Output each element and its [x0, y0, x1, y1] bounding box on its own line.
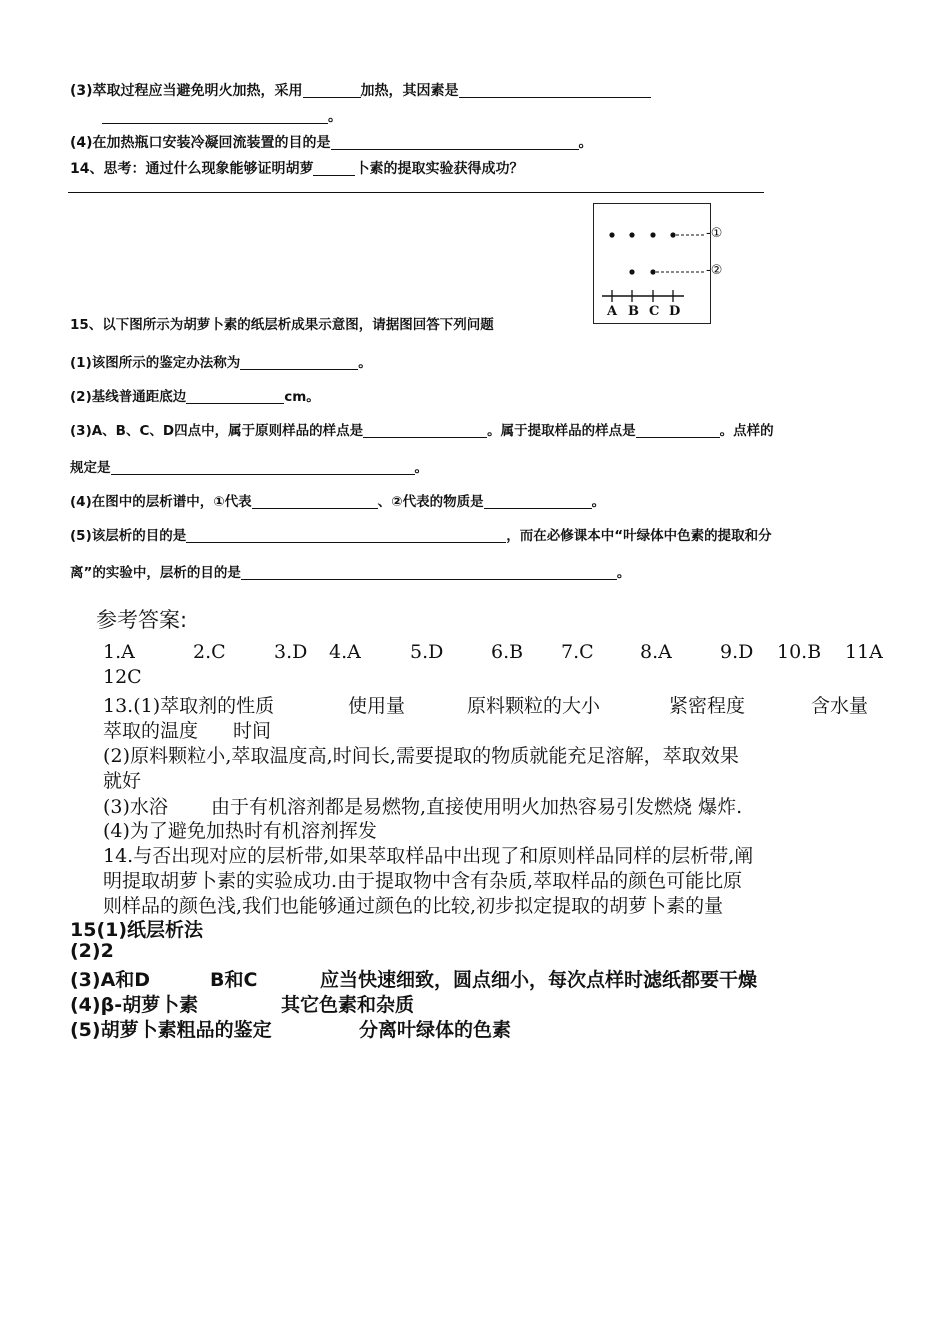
diagram-label-d: D	[669, 304, 681, 319]
answer-15-3-a: (3)A和D	[70, 969, 151, 991]
q15-2-text: (2)基线普通距底边	[70, 389, 187, 405]
q15-3-text-c: 。点样的	[719, 423, 774, 439]
q15-5-line1	[70, 524, 772, 544]
answers-mc-row	[103, 641, 893, 667]
spot-b-low	[630, 270, 635, 275]
q15-5-end: 。	[616, 565, 631, 581]
q13-3-blank-2[interactable]	[459, 83, 651, 98]
answer-13-1-row2	[103, 716, 503, 742]
q14-line	[70, 158, 523, 178]
q15-1-blank[interactable]	[240, 355, 358, 370]
spot-a-top	[610, 233, 615, 238]
q15-5-blank-2[interactable]	[241, 565, 617, 580]
q15-3-text-b: 。属于提取样品的样点是	[487, 423, 636, 439]
q15-2-end: cm。	[284, 389, 320, 405]
q15-4-blank-2[interactable]	[484, 494, 592, 509]
q15-5-text-b: ，而在必修课本中“叶绿体中色素的提取和分	[506, 528, 772, 544]
q13-4-end: 。	[578, 135, 593, 151]
diagram-label-a: A	[607, 304, 618, 319]
answer-mc-12: 12C	[103, 666, 142, 688]
answer-mc-11: 11A	[845, 641, 883, 663]
answer-15-2: (2)2	[70, 940, 114, 962]
answer-13-1-a: 13.(1)萃取剂的性质	[103, 695, 275, 717]
q13-3-end: 。	[328, 109, 342, 125]
q15-4-blank-1[interactable]	[252, 494, 378, 509]
answer-15-4-a: (4)β-胡萝卜素	[70, 994, 199, 1016]
q13-4-line	[70, 132, 593, 152]
q15-3-line2-text: 规定是	[70, 460, 111, 476]
q15-2-blank[interactable]	[186, 389, 284, 404]
q15-4-end: 。	[591, 494, 606, 510]
q15-4-text-a: (4)在图中的层析谱中，①代表	[70, 494, 252, 510]
answer-13-1-f: 萃取的温度	[103, 720, 199, 742]
answer-13-1-b: 使用量	[348, 695, 406, 717]
answer-mc-1: 1.A	[103, 641, 135, 663]
answer-13-1-row	[103, 691, 893, 717]
q15-3-end: 。	[414, 460, 428, 476]
diagram-label-c: C	[649, 304, 660, 319]
q13-3-line2	[102, 106, 342, 126]
diagram-label-b: B	[628, 304, 639, 319]
q15-3-blank-2[interactable]	[636, 423, 720, 438]
answer-mc-9: 9.D	[720, 641, 754, 663]
q15-4-text-b: 、②代表的物质是	[377, 494, 484, 510]
answer-mc-10: 10.B	[777, 641, 822, 663]
spot-c-top	[651, 233, 656, 238]
answer-mc-6: 6.B	[491, 641, 524, 663]
q14-answer-line[interactable]	[68, 192, 764, 193]
q15-3-text-a: (3)A、B、C、D四点中，属于原则样品的样点是	[70, 423, 364, 439]
answer-15-5-a: (5)胡萝卜素粗品的鉴定	[70, 1019, 272, 1041]
spot-b-top	[630, 233, 635, 238]
q13-3-blank-3[interactable]	[102, 109, 328, 124]
chromatography-diagram	[593, 203, 723, 324]
answer-14-line1: 14.与否出现对应的层析带,如果萃取样品中出现了和原则样品同样的层析带,阐	[103, 845, 754, 867]
answer-mc-7: 7.C	[561, 641, 594, 663]
marker-2-label: -②	[706, 263, 723, 278]
q13-4-text: (4)在加热瓶口安装冷凝回流装置的目的是	[70, 135, 331, 151]
answer-15-1: 15(1)纸层析法	[70, 919, 204, 941]
answer-15-3-b: B和C	[210, 969, 258, 991]
answer-13-1-e: 含水量	[811, 695, 869, 717]
answer-mc-2: 2.C	[193, 641, 226, 663]
answer-15-3-row	[70, 965, 890, 991]
answer-13-2-line1: (2)原料颗粒小,萃取温度高,时间长,需要提取的物质就能充足溶解，萃取效果	[103, 745, 739, 767]
answer-13-3-b: 由于有机溶剂都是易燃物,直接使用明火加热容易引发燃烧 爆炸.	[211, 796, 743, 818]
q14-text-b: 卜素的提取实验获得成功？	[355, 161, 524, 177]
q15-5-line2-text: 离”的实验中，层析的目的是	[70, 565, 241, 581]
answer-15-4-row	[70, 990, 670, 1016]
q15-1-line	[70, 351, 372, 371]
answer-15-3-c: 应当快速细致，圆点细小，每次点样时滤纸都要干燥	[320, 969, 758, 991]
q15-intro: 15、以下图所示为胡萝卜素的纸层析成果示意图，请据图回答下列问题	[70, 317, 494, 333]
answer-mc-5: 5.D	[410, 641, 444, 663]
q15-3-line1	[70, 419, 774, 439]
q13-3-line1	[70, 80, 651, 100]
answer-14-line3: 则样品的颜色浅,我们也能够通过颜色的比较,初步拟定提取的胡萝卜素的量	[103, 895, 724, 917]
answer-mc-3: 3.D	[274, 641, 308, 663]
q14-text-a: 14、思考：通过什么现象能够证明胡萝	[70, 161, 314, 177]
q15-5-blank-1[interactable]	[186, 528, 506, 543]
q14-inline-blank[interactable]	[313, 161, 355, 176]
answer-14-line2: 明提取胡萝卜素的实验成功.由于提取物中含有杂质,萃取样品的颜色可能比原	[103, 870, 743, 892]
answer-15-5-b: 分离叶绿体的色素	[359, 1019, 512, 1041]
q15-1-text: (1)该图所示的鉴定办法称为	[70, 355, 241, 371]
q13-3-blank-1[interactable]	[303, 83, 361, 98]
answer-13-1-c: 原料颗粒的大小	[467, 695, 601, 717]
q15-4-line	[70, 490, 605, 510]
answer-13-1-g: 时间	[233, 720, 272, 742]
answers-heading: 参考答案:	[96, 608, 188, 632]
spot-c-low	[651, 270, 656, 275]
q15-3-line2	[70, 456, 428, 476]
answer-13-4: (4)为了避免加热时有机溶剂挥发	[103, 820, 377, 842]
spot-d-top	[671, 233, 676, 238]
marker-1-label: -①	[706, 226, 723, 241]
q15-2-line	[70, 385, 320, 405]
q15-5-text-a: (5)该层析的目的是	[70, 528, 187, 544]
q13-3-text-b: 加热，其因素是	[360, 83, 459, 99]
q15-3-blank-3[interactable]	[111, 460, 415, 475]
answer-15-4-b: 其它色素和杂质	[281, 994, 415, 1016]
q13-3-text-a: (3)萃取过程应当避免明火加热，采用	[70, 83, 303, 99]
answer-15-5-row	[70, 1015, 670, 1041]
q15-5-line2	[70, 561, 630, 581]
answer-13-2-line2: 就好	[103, 770, 142, 792]
q15-3-blank-1[interactable]	[363, 423, 487, 438]
answer-mc-8: 8.A	[640, 641, 672, 663]
answer-13-3-a: (3)水浴	[103, 796, 168, 818]
answer-mc-4: 4.A	[329, 641, 361, 663]
answer-13-3-row	[103, 792, 893, 818]
q15-1-end: 。	[358, 355, 372, 371]
q13-4-blank[interactable]	[331, 135, 579, 150]
answer-13-1-d: 紧密程度	[669, 695, 746, 717]
